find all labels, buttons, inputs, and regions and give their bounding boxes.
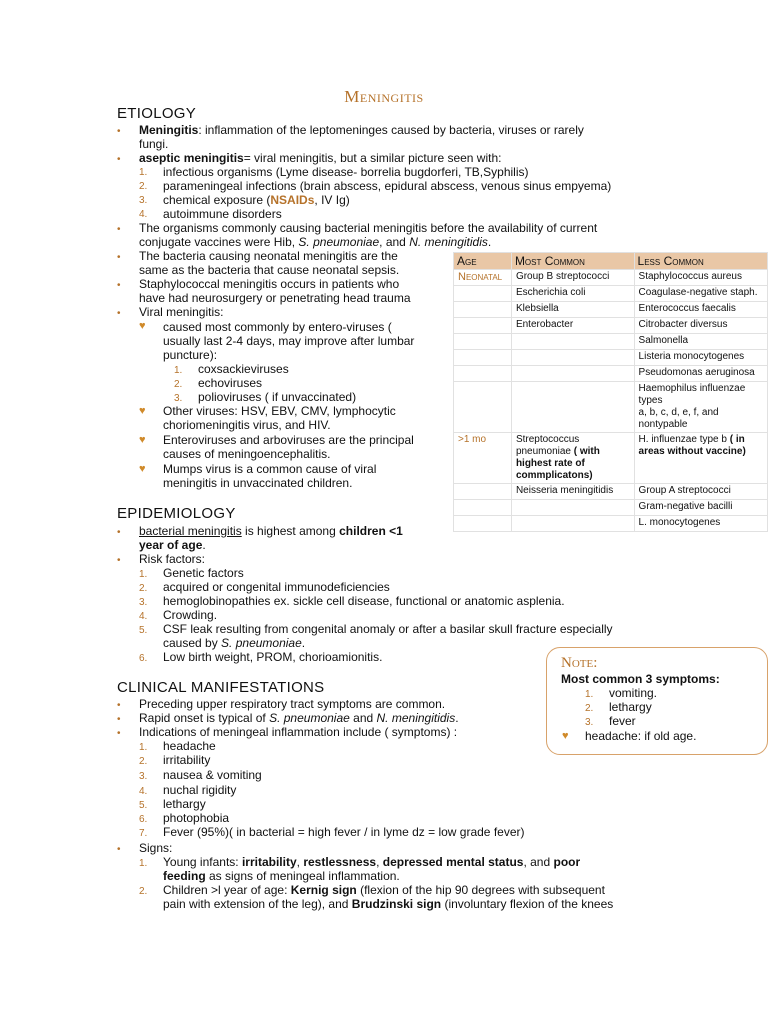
aseptic-item: parameningeal infections (brain abscess, epidural abscess, venous sinus empyema) [163,179,612,193]
table-row [454,516,768,532]
list-number: 1. [174,365,183,376]
table-cell: Group A streptococci [634,484,767,500]
risk-item: acquired or congenital immunodeficiencies [163,580,390,594]
table-cell: Escherichia coli [511,286,634,302]
list-number: 3. [139,597,148,608]
age-cell: Neonatal [454,270,512,286]
enterovirus-item: polioviruses ( if unvaccinated) [198,390,357,404]
list-number: 3. [585,717,594,728]
viral-text: causes of meningoencephalitis. [163,447,331,461]
table-row [454,484,768,500]
risk-item: Genetic factors [163,566,244,580]
table-cell [454,516,512,532]
table-row [454,350,768,366]
list-number: 4. [139,786,148,797]
list-number: 5. [139,625,148,636]
table-cell: Enterobacter [511,318,634,334]
table-cell [511,516,634,532]
table-cell: Coagulase-negative staph. [634,286,767,302]
list-number: 4. [139,209,148,220]
note-item: lethargy [609,700,652,714]
heart-bullet-icon: ♥ [139,434,146,446]
symptom-item: irritability [163,753,211,767]
sign-item-cont: pain with extension of the leg), and Brudzinski sign (involuntary flexion of the knees [163,897,614,911]
table-cell: Salmonella [634,334,767,350]
table-cell: Streptococcus pneumoniae ( with highest rate of commplicatons) [511,433,634,484]
table-cell: Listeria monocytogenes [634,350,767,366]
table-row [454,270,768,286]
etiology-heading: ETIOLOGY [117,105,197,122]
sign-item: Young infants: irritability, restlessness, depressed mental status, and poor [163,855,581,869]
list-number: 3. [174,393,183,404]
enterovirus-item: coxsackieviruses [198,362,289,376]
viral-text: choriomeningitis virus, and HIV. [163,418,331,432]
symptom-item: nuchal rigidity [163,783,237,797]
symptom-item: lethargy [163,797,206,811]
table-row [454,334,768,350]
table-cell [454,350,512,366]
bullet: • [117,555,121,566]
table-row [454,382,768,433]
table-cell [454,382,512,433]
aseptic-item: chemical exposure (NSAIDs, IV Ig) [163,193,350,207]
table-cell [511,500,634,516]
list-number: 2. [139,181,148,192]
age-cell: >1 mo [454,433,512,484]
bullet: • [117,126,121,137]
viral-heading: Viral meningitis: [139,305,224,319]
list-number: 1. [139,742,148,753]
sign-item: Children >l year of age: Kernig sign (flexion of the hip 90 degrees with subsequent [163,883,605,897]
pathogen-table [453,252,768,532]
viral-text: puncture): [163,348,218,362]
list-number: 1. [139,569,148,580]
table-row [454,286,768,302]
list-number: 6. [139,653,148,664]
list-number: 6. [139,814,148,825]
table-cell [511,334,634,350]
table-cell: H. influenzae type b ( in areas without vaccine) [634,433,767,484]
list-number: 2. [139,583,148,594]
risk-item: CSF leak resulting from congenital anomaly or after a basilar skull fracture especially [163,622,613,636]
risk-item: Low birth weight, PROM, chorioamionitis. [163,650,383,664]
bullet: • [117,728,121,739]
table-cell [454,318,512,334]
list-number: 1. [585,689,594,700]
epidemiology-heading: EPIDEMIOLOGY [117,505,236,522]
table-cell [511,366,634,382]
epidemiology-text-cont: year of age. [139,538,206,552]
table-cell [454,500,512,516]
column-header: Less Common [634,253,767,270]
heart-bullet-icon: ♥ [139,405,146,417]
bullet: • [117,308,121,319]
viral-text: caused most commonly by entero-viruses ( [163,320,392,334]
list-number: 2. [139,756,148,767]
list-number: 5. [139,800,148,811]
clinical-heading: CLINICAL MANIFESTATIONS [117,679,325,696]
enterovirus-item: echoviruses [198,376,263,390]
list-number: 1. [139,167,148,178]
table-row [454,366,768,382]
note-title: Note: [561,655,598,671]
table-cell [454,484,512,500]
table-cell [454,366,512,382]
list-number: 4. [139,611,148,622]
table-cell: Group B streptococci [511,270,634,286]
list-number: 3. [139,195,148,206]
table-cell: Citrobacter diversus [634,318,767,334]
list-number: 2. [585,703,594,714]
table-cell: Gram-negative bacilli [634,500,767,516]
bullet: • [117,700,121,711]
organisms-text-cont: conjugate vaccines were Hib, S. pneumoniae, and N. meningitidis. [139,235,492,249]
table-cell: Pseudomonas aeruginosa [634,366,767,382]
table-cell [511,382,634,433]
symptom-item: headache [163,739,216,753]
table-cell: Staphylococcus aureus [634,270,767,286]
viral-text: Mumps virus is a common cause of viral [163,462,377,476]
list-number: 2. [139,886,148,897]
aseptic-definition: aseptic meningitis= viral meningitis, but a similar picture seen with: [139,151,502,165]
table-cell: Neisseria meningitidis [511,484,634,500]
table-cell [454,302,512,318]
bullet: • [117,252,121,263]
table-cell: L. monocytogenes [634,516,767,532]
signs-heading: Signs: [139,841,173,855]
table-row [454,318,768,334]
page-title: Meningitis [344,87,424,106]
bullet: • [117,714,121,725]
bullet: • [117,280,121,291]
heart-bullet-icon: ♥ [139,320,146,332]
organisms-text: The organisms commonly causing bacterial meningitis before the availability of current [139,221,598,235]
list-number: 2. [174,379,183,390]
table-row [454,433,768,484]
symptom-item: Fever (95%)( in bacterial = high fever / in lyme dz = low grade fever) [163,825,525,839]
clinical-text: Preceding upper respiratory tract symptoms are common. [139,697,446,711]
column-header: Most Common [511,253,634,270]
table-cell [511,350,634,366]
viral-text: usually last 2-4 days, may improve after lumbar [163,334,415,348]
viral-text: meningitis in unvaccinated children. [163,476,353,490]
table-cell: Enterococcus faecalis [634,302,767,318]
list-number: 7. [139,828,148,839]
table-cell: Haemophilus influenzae types a, b, c, d, e, f, and nontypable [634,382,767,433]
bullet: • [117,224,121,235]
risk-item: Crowding. [163,608,218,622]
heart-bullet-icon: ♥ [139,463,146,475]
note-item: fever [609,714,636,728]
aseptic-item: autoimmune disorders [163,207,282,221]
note-item: vomiting. [609,686,658,700]
neonatal-text: The bacteria causing neonatal meningitis are the [139,249,398,263]
note-extra: headache: if old age. [585,729,697,743]
aseptic-item: infectious organisms (Lyme disease- borrelia bugdorferi, TB,Syphilis) [163,165,529,179]
epidemiology-text: bacterial meningitis is highest among children <1 [139,524,403,538]
risk-item: hemoglobinopathies ex. sickle cell disease, functional or anatomic asplenia. [163,594,565,608]
staph-text-cont: have had neurosurgery or penetrating head trauma [139,291,411,305]
clinical-text: Indications of meningeal inflammation include ( symptoms) : [139,725,458,739]
meningitis-definition: Meningitis: inflammation of the leptomeninges caused by bacteria, viruses or rarely [139,123,584,137]
bullet: • [117,154,121,165]
note-subtitle: Most common 3 symptoms: [561,672,720,686]
meningitis-definition-cont: fungi. [139,137,169,151]
heart-bullet-icon: ♥ [562,730,569,742]
risk-heading: Risk factors: [139,552,206,566]
sign-item-cont: feeding as signs of meningeal inflammation. [163,869,400,883]
symptom-item: nausea & vomiting [163,768,262,782]
list-number: 1. [139,858,148,869]
table-cell: Klebsiella [511,302,634,318]
table-row [454,302,768,318]
table-cell [454,286,512,302]
table-row [454,500,768,516]
clinical-text: Rapid onset is typical of S. pneumoniae and N. meningitidis. [139,711,459,725]
staph-text: Staphylococcal meningitis occurs in patients who [139,277,400,291]
column-header: Age [454,253,512,270]
symptom-item: photophobia [163,811,230,825]
table-header-row [454,253,768,270]
risk-item-cont: caused by S. pneumoniae. [163,636,306,650]
viral-text: Enteroviruses and arboviruses are the principal [163,433,414,447]
viral-text: Other viruses: HSV, EBV, CMV, lymphocytic [163,404,396,418]
bullet: • [117,527,121,538]
neonatal-text-cont: same as the bacteria that cause neonatal sepsis. [139,263,400,277]
list-number: 3. [139,771,148,782]
table-cell [454,334,512,350]
bullet: • [117,844,121,855]
